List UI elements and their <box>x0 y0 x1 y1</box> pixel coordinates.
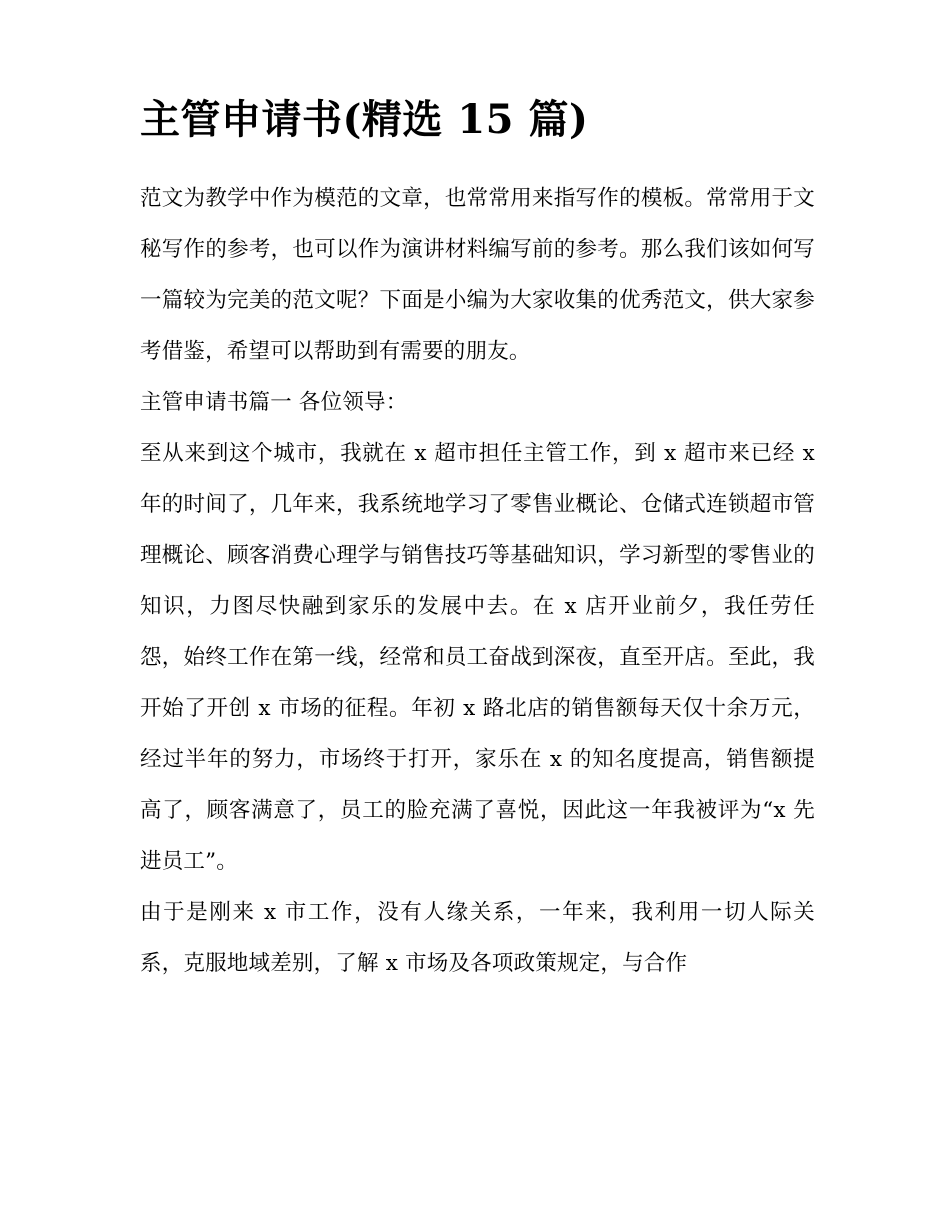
paragraph-intro: 范文为教学中作为模范的文章，也常常用来指写作的模板。常常用于文秘写作的参考，也可以作为演讲材料编写前的参考。那么我们该如何写一篇较为完美的范文呢？下面是小编为大家收集的优秀范文，供大家参考借鉴，希望可以帮助到有需要的朋友。 <box>140 186 815 364</box>
paragraph-body-2: 由于是刚来 x 市工作，没有人缘关系，一年来，我利用一切人际关系，克服地域差别，了解 x 市场及各项政策规定，与合作 <box>140 900 815 976</box>
page-title: 主管申请书(精选 15 篇) <box>140 96 589 143</box>
paragraph-section-heading: 主管申请书篇一 各位领导： <box>140 390 408 415</box>
paragraph-body-1: 至从来到这个城市，我就在 x 超市担任主管工作，到 x 超市来已经 x 年的时间了，几年来，我系统地学习了零售业概论、仓储式连锁超市管理概论、顾客消费心理学与销售技巧等基础知识，学习新型的零售业的知识，力图尽快融到家乐的发展中去。在 x 店开业前夕，我任劳任怨，始终工作在第一线，经常和员工奋战到深夜，直至开店。至此，我开始了开创 x 市场的征程。年初 x 路北店的销售额每天仅十余万元，经过半年的努力，市场终于打开，家乐在 x 的知名度提高，销售额提高了，顾客满意了，员工的脸充满了喜悦，因此这一年我被评为“x 先进员工”。 <box>140 441 815 874</box>
